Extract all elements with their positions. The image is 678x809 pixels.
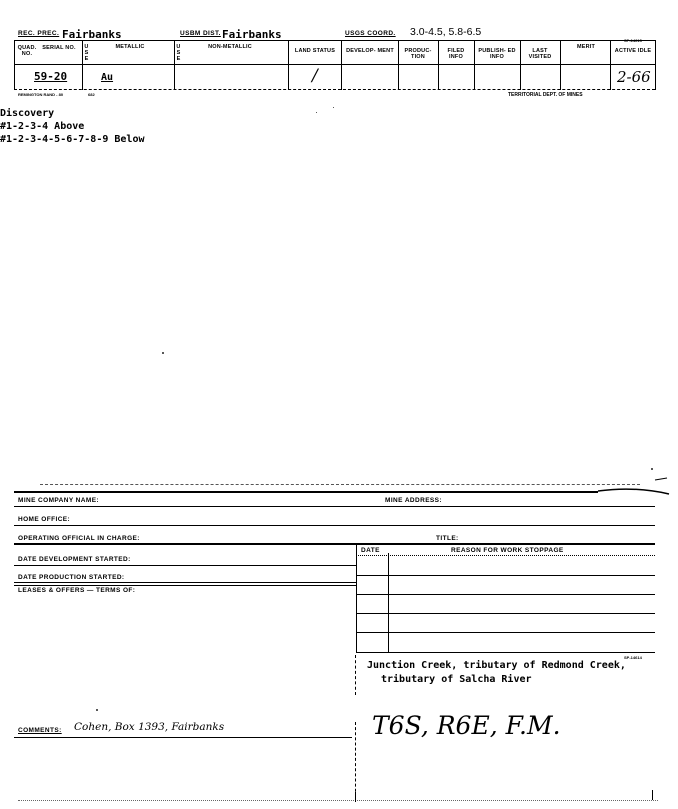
col-metallic: METALLIC: [115, 44, 145, 50]
land-status-value: /: [312, 66, 318, 86]
col-use-nonmetallic: U S E: [176, 44, 181, 62]
leases-label: LEASES & OFFERS — TERMS OF:: [18, 587, 136, 594]
location-line-2: tributary of Salcha River: [381, 674, 532, 685]
date-production-label: DATE PRODUCTION STARTED:: [18, 574, 125, 581]
dept-name: TERRITORIAL DEPT. OF MINES: [508, 92, 583, 98]
col-development: DEVELOP- MENT: [346, 48, 394, 54]
date-development-label: DATE DEVELOPMENT STARTED:: [18, 556, 131, 563]
col-quad-no: QUAD. NO.: [17, 45, 37, 57]
card-edge-curl: [595, 474, 675, 504]
comments-label: COMMENTS:: [18, 727, 62, 734]
note-line-3: #1-2-3-4-5-6-7-8-9 Below: [0, 134, 145, 145]
col-published-info: PUBLISH- ED INFO: [478, 48, 516, 60]
location-line-1: Junction Creek, tributary of Redmond Creek,: [367, 660, 626, 671]
stoppage-date-header: DATE: [361, 547, 380, 554]
col-use-metallic: U S E: [84, 44, 89, 62]
col-non-metallic: NON-METALLIC: [208, 44, 252, 50]
mine-company-name-label: MINE COMPANY NAME:: [18, 497, 99, 504]
col-serial-no: SERIAL NO.: [42, 45, 76, 51]
note-line-2: #1-2-3-4 Above: [0, 121, 85, 132]
form-number-bottom: SP-14614: [624, 655, 642, 660]
active-idle-value: 2-66: [617, 68, 651, 86]
mine-address-label: MINE ADDRESS:: [385, 497, 442, 504]
usgs-coord-value: 3.0-4.5, 5.8-6.5: [410, 26, 482, 38]
printer-code: 682: [88, 92, 95, 97]
home-office-label: HOME OFFICE:: [18, 516, 71, 523]
usbm-dist-label: USBM DIST.: [180, 30, 221, 37]
usgs-coord-label: USGS COORD.: [345, 30, 396, 37]
form-number-top: SP-14615: [624, 38, 642, 43]
note-line-1: Discovery: [0, 108, 55, 119]
stoppage-reason-header: REASON FOR WORK STOPPAGE: [451, 547, 564, 554]
rec-prec-value: Fairbanks: [62, 28, 122, 41]
col-merit: MERIT: [576, 44, 596, 50]
col-filed-info: FILED INFO: [447, 48, 465, 60]
rec-prec-label: REC. PREC.: [18, 30, 60, 37]
col-active-idle: ACTIVE IDLE: [614, 48, 652, 54]
usbm-dist-value: Fairbanks: [222, 28, 282, 41]
col-production: PRODUC- TION: [404, 48, 432, 60]
quad-serial-value: 59-20: [34, 70, 68, 83]
operating-official-label: OPERATING OFFICIAL IN CHARGE:: [18, 535, 140, 542]
col-last-visited: LAST VISITED: [528, 48, 552, 60]
col-land-status: LAND STATUS: [294, 48, 336, 54]
metallic-value: Au: [101, 72, 114, 83]
township-range: T6S, R6E, F.M.: [372, 711, 561, 740]
printer-mark: REMINGTON RAND - 80: [18, 92, 64, 97]
comments-value: Cohen, Box 1393, Fairbanks: [74, 721, 225, 733]
title-label: TITLE:: [436, 535, 459, 542]
